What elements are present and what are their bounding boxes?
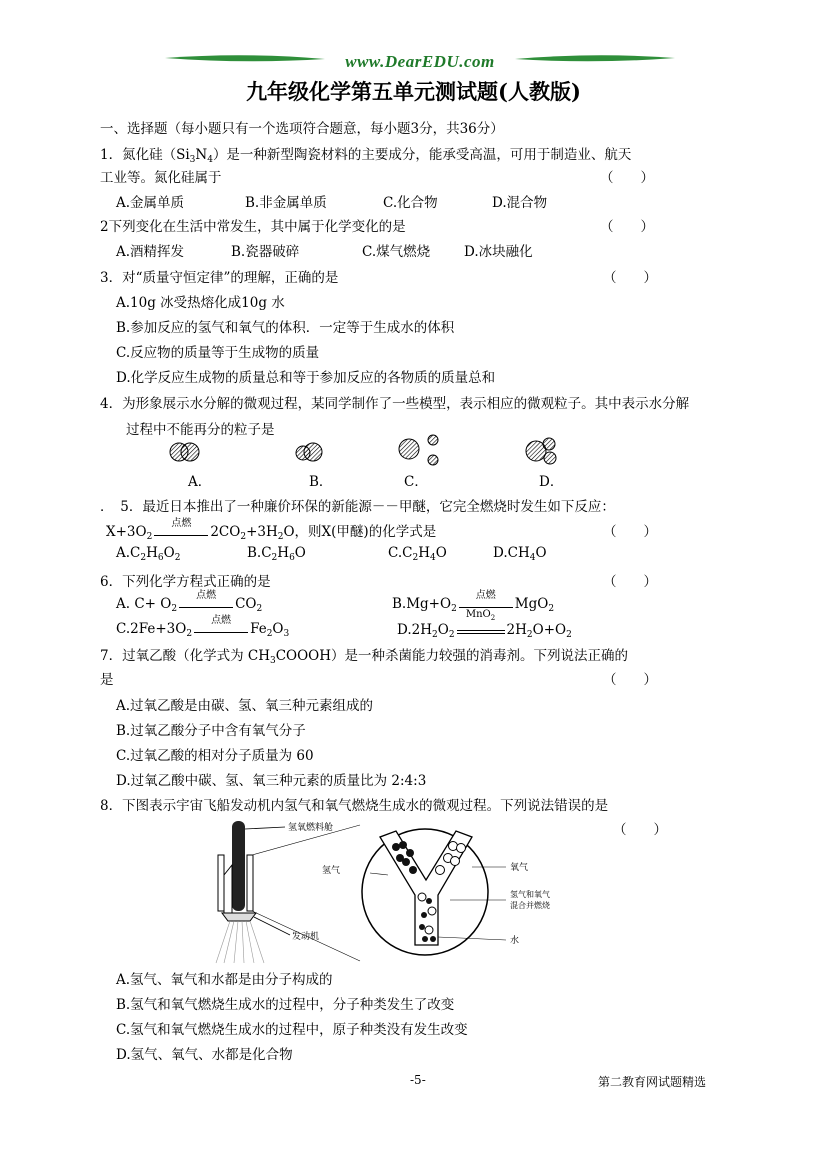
q6-option-d: $D.2H_2O_2$ MnO$_2$ $2H_2O+O_2$	[397, 609, 572, 640]
label-mix-line2: 混合并燃烧	[510, 901, 550, 910]
q1-option-b: B.非金属单质	[245, 195, 327, 211]
reaction-arrow: 点燃	[459, 598, 513, 608]
exhaust-icon	[216, 921, 264, 963]
rocket-icon	[218, 821, 256, 921]
reaction-arrow: 点燃	[179, 598, 233, 608]
q4-line2: 过程中不能再分的粒子是	[126, 422, 275, 438]
q4-option-d-label: D．	[539, 474, 564, 490]
section-heading: 一、选择题（每小题只有一个选项符合题意，每小题3分，共36分）	[100, 121, 504, 137]
q7-line2: 是	[100, 672, 114, 688]
q6-option-a: A. $C+ O_2$ 点燃 $CO_2$	[116, 590, 263, 614]
reaction-arrow: MnO$_2$	[457, 621, 505, 634]
q6-option-c: $C.2Fe+3O_2$ 点燃 $Fe_2O_3$	[116, 615, 290, 639]
q4-model-d	[526, 438, 556, 464]
q5-option-c: $C.C_2H_4O$	[388, 545, 447, 563]
site-url[interactable]: www.DearEDU.com	[345, 52, 495, 71]
q8-option-b: B.氢气和氧气燃烧生成水的过程中，分子种类发生了改变	[116, 997, 455, 1013]
label-hydrogen: 氢气	[322, 866, 341, 876]
q5-answer-paren: （ ）	[603, 524, 657, 540]
q3-option-c: C.反应物的质量等于生成物的质量	[116, 345, 320, 361]
q7-answer-paren: （ ）	[603, 672, 657, 688]
q4-option-b-label: B．	[309, 474, 333, 490]
label-water: 水	[510, 936, 520, 946]
q1-option-a: A.金属单质	[116, 195, 185, 211]
q1-option-c: C.化合物	[383, 195, 438, 211]
q4-model-a	[170, 443, 199, 461]
q8-answer-paren: （ ）	[613, 822, 667, 838]
q8-stem: 8．下图表示宇宙飞船发动机内氢气和氧气燃烧生成水的微观过程。下列说法错误的是	[100, 798, 609, 814]
q2-option-b: B.瓷器破碎	[231, 244, 300, 260]
q2-stem: 2下列变化在生活中常发生，其中属于化学变化的是	[100, 219, 406, 235]
q1-line1: 1．氮化硅$(Si_3N_4)$是一种新型陶瓷材料的主要成分，能承受高温，可用于制造业、航天	[100, 147, 632, 165]
q7-option-b: B.过氧乙酸分子中含有氧气分子	[116, 723, 306, 739]
q4-model-c	[399, 435, 438, 465]
reaction-arrow: 点燃	[154, 526, 208, 536]
q1-answer-paren: （ ）	[600, 170, 654, 186]
q3-option-a: A.10g 冰受热熔化成10g 水	[116, 295, 285, 311]
q3-option-d: D.化学反应生成物的质量总和等于参加反应的各物质的质量总和	[116, 370, 496, 386]
site-banner	[165, 52, 675, 72]
q5-option-a: $A.C_2H_6O_2$	[116, 545, 181, 563]
q8-option-a: A.氢气、氧气和水都是由分子构成的	[116, 972, 333, 988]
q5-option-b: $B.C_2H_6O$	[247, 545, 306, 563]
q3-option-b: B.参加反应的氢气和氧气的体积．一定等于生成水的体积	[116, 320, 455, 336]
page-number: -5-	[410, 1073, 426, 1087]
label-tank: 氢氧燃料舱	[288, 823, 334, 833]
q5-stem: ． 5．最近日本推出了一种廉价环保的新能源－－甲醚，它完全燃烧时发生如下反应：	[100, 499, 615, 515]
q7-line1: 7．过氧乙酸（化学式为 $CH_3COOOH$）是一种杀菌能力较强的消毒剂。下列说法正确的	[100, 648, 629, 666]
q7-option-d: D.过氧乙酸中碳、氢、氧三种元素的质量比为 2:4:3	[116, 773, 427, 789]
q8-option-d: D.氢气、氧气、水都是化合物	[116, 1047, 293, 1063]
q2-option-a: A.酒精挥发	[116, 244, 185, 260]
label-engine: 发动机	[292, 932, 320, 942]
q5-equation: $X+3O_2$ 点燃 $2CO_2+3H_2O$，则X(甲醚)的化学式是	[106, 518, 437, 542]
label-oxygen: 氧气	[510, 863, 529, 873]
q2-option-d: D.冰块融化	[464, 244, 533, 260]
q8-option-c: C.氢气和氧气燃烧生成水的过程中，原子种类没有发生改变	[116, 1022, 468, 1038]
q2-answer-paren: （ ）	[600, 219, 654, 235]
q4-option-c-label: C．	[404, 474, 428, 490]
q4-model-b	[296, 443, 322, 461]
q4-line1: 4．为形象展示水分解的微观过程，某同学制作了一些模型，表示相应的微观粒子。其中表示水分解	[100, 396, 690, 412]
reaction-arrow: 点燃	[194, 623, 248, 633]
q7-option-c: C.过氧乙酸的相对分子质量为 60	[116, 748, 314, 764]
q3-stem: 3．对“质量守恒定律”的理解，正确的是	[100, 270, 339, 286]
q8-rocket-figure	[210, 815, 590, 965]
q5-option-d: $D.CH_4O$	[493, 545, 547, 563]
q7-option-a: A.过氧乙酸是由碳、氢、氧三种元素组成的	[116, 698, 374, 714]
q6-answer-paren: （ ）	[603, 574, 657, 590]
q1-line2: 工业等。氮化硅属于	[100, 170, 222, 186]
q3-answer-paren: （ ）	[603, 270, 657, 286]
q4-particle-models	[160, 436, 580, 468]
page-title: 九年级化学第五单元测试题(人教版)	[246, 79, 581, 104]
q1-option-d: D.混合物	[492, 195, 548, 211]
q4-option-a-label: A．	[188, 474, 212, 490]
q6-option-b: $B.Mg+O_2$ 点燃 MgO$_2$	[392, 590, 555, 614]
q2-option-c: C.煤气燃烧	[362, 244, 431, 260]
q6-stem: 6．下列化学方程式正确的是	[100, 574, 271, 590]
footer-source: 第二教育网试题精选	[598, 1075, 707, 1089]
label-mix-line1: 氢气和氧气	[510, 890, 550, 899]
